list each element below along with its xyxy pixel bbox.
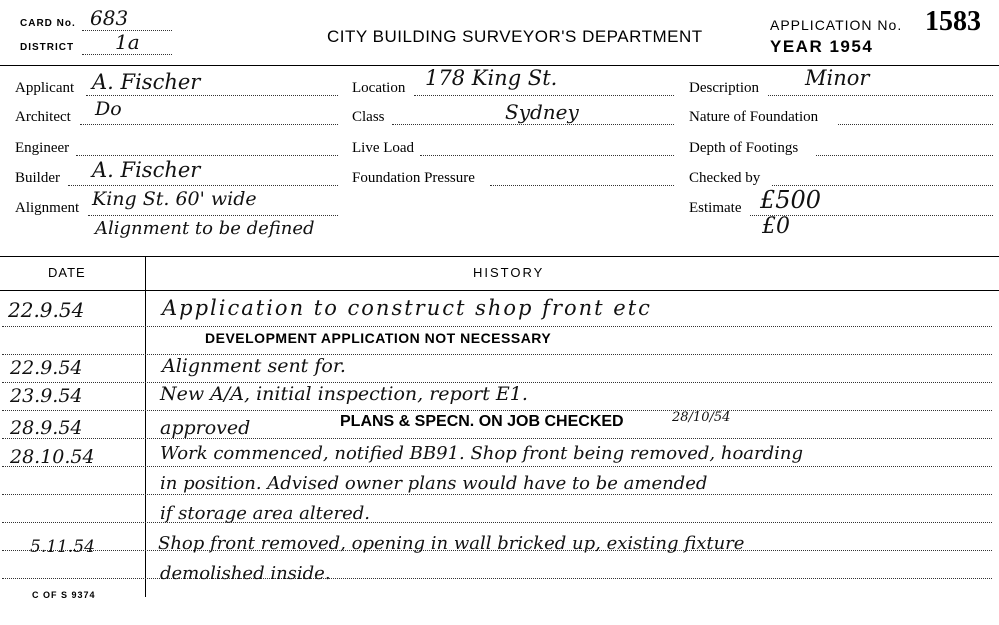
history-row-1-text: Application to construct shop front etc (162, 296, 652, 320)
district-label: DISTRICT (20, 42, 75, 53)
history-row-5-text: Work commenced, notified BB91. Shop front being removed, hoarding (160, 443, 804, 464)
nature-of-foundation-label: Nature of Foundation (689, 109, 819, 125)
year-label: YEAR 1954 (770, 37, 874, 56)
alignment-value-1: King St. 60' wide (92, 188, 257, 210)
architect-line (80, 124, 338, 125)
history-line-4 (2, 410, 992, 411)
class-value: Sydney (505, 100, 579, 124)
alignment-value-2: Alignment to be defined (95, 218, 315, 239)
department-title: CITY BUILDING SURVEYOR'S DEPARTMENT (327, 27, 703, 46)
description-label: Description (689, 80, 759, 96)
history-row-9-text: demolished inside. (160, 563, 331, 584)
alignment-label: Alignment (15, 200, 80, 216)
application-no-value: 1583 (925, 6, 981, 37)
history-row-1-date: 22.9.54 (8, 298, 85, 322)
builder-value: A. Fischer (92, 158, 201, 182)
district-value: 1a (115, 30, 140, 54)
history-row-6-text: in position. Advised owner plans would have to be amended (160, 473, 708, 494)
card-no-label: CARD No. (20, 18, 76, 29)
applicant-value: A. Fischer (92, 70, 201, 94)
applicant-line (86, 95, 338, 96)
architect-label: Architect (15, 109, 71, 125)
live-load-line (420, 155, 674, 156)
history-row-8-text: Shop front removed, opening in wall bricked up, existing fixture (158, 533, 745, 554)
architect-value: Do (95, 98, 122, 120)
estimate-value: £500 (760, 186, 822, 214)
description-line (768, 95, 993, 96)
form-code: C OF S 9374 (32, 590, 96, 600)
plans-stamp-date: 28/10/54 (672, 410, 731, 425)
district-line (82, 54, 172, 55)
development-stamp: DEVELOPMENT APPLICATION NOT NECESSARY (205, 330, 552, 346)
date-column-divider (145, 257, 146, 597)
history-line-2 (2, 354, 992, 355)
alignment-line (88, 215, 338, 216)
plans-stamp: PLANS & SPECN. ON JOB CHECKED (340, 413, 624, 430)
history-line-7 (2, 494, 992, 495)
history-line-5 (2, 438, 992, 439)
history-line-8 (2, 522, 992, 523)
history-row-8-date: 5.11.54 (30, 537, 95, 557)
history-row-5-date: 28.10.54 (10, 446, 95, 468)
history-row-7-text: if storage area altered. (160, 503, 370, 524)
history-row-4-date: 28.9.54 (10, 417, 83, 439)
history-line-10 (2, 578, 992, 579)
foundation-pressure-line (490, 185, 674, 186)
class-line (392, 124, 674, 125)
date-header: DATE (48, 265, 86, 280)
history-row-2-text: Alignment sent for. (162, 355, 346, 377)
history-row-3-text: New A/A, initial inspection, report E1. (160, 383, 528, 405)
location-line (414, 95, 674, 96)
builder-label: Builder (15, 170, 60, 186)
checked-by-label: Checked by (689, 170, 761, 186)
location-value: 178 King St. (425, 66, 558, 90)
live-load-label: Live Load (352, 140, 415, 156)
estimate-value-2: £0 (762, 214, 790, 239)
foundation-pressure-label: Foundation Pressure (352, 170, 475, 186)
application-no-label: APPLICATION No. (770, 17, 903, 33)
description-value: Minor (805, 66, 870, 90)
history-line-6 (2, 466, 992, 467)
history-header: HISTORY (473, 265, 545, 280)
location-label: Location (352, 80, 406, 96)
class-label: Class (352, 109, 385, 125)
history-top-rule (0, 256, 999, 257)
applicant-label: Applicant (15, 80, 75, 96)
history-row-2-date: 22.9.54 (10, 357, 83, 379)
depth-of-footings-line (816, 155, 993, 156)
history-row-4-text: approved (160, 417, 251, 439)
depth-of-footings-label: Depth of Footings (689, 140, 799, 156)
history-row-3-date: 23.9.54 (10, 385, 83, 407)
history-header-rule (0, 290, 999, 291)
estimate-label: Estimate (689, 200, 742, 216)
history-line-1 (2, 326, 992, 327)
card-no-value: 683 (90, 6, 129, 30)
engineer-line (76, 155, 338, 156)
nature-of-foundation-line (838, 124, 993, 125)
engineer-label: Engineer (15, 140, 70, 156)
builder-line (68, 185, 338, 186)
